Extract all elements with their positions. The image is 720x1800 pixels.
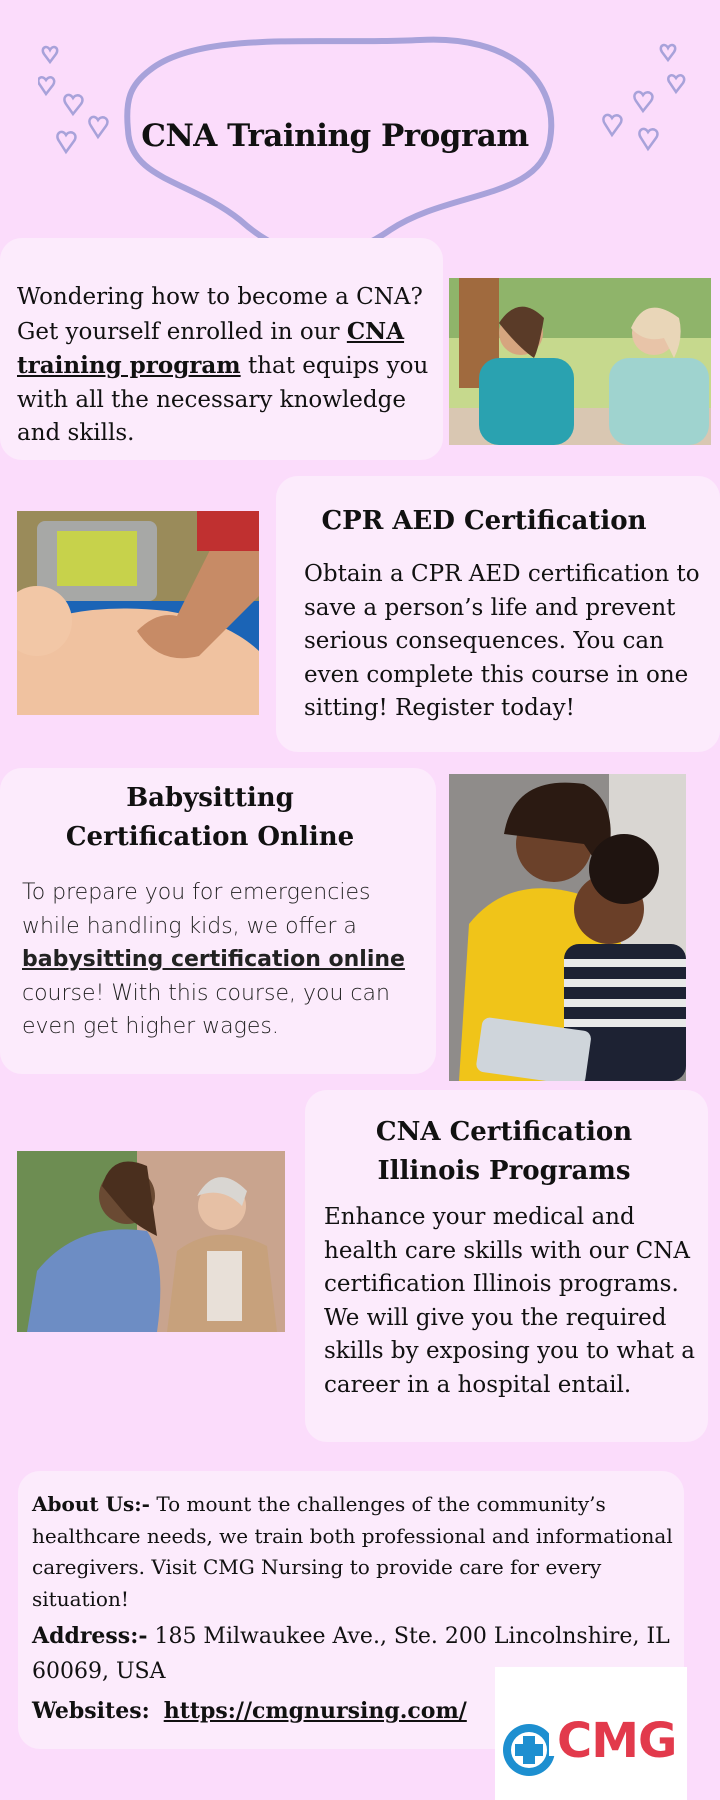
intro-text-before: Wondering how to become a CNA? Get yourself enrolled in our [17,284,423,345]
cpr-heading: CPR AED Certification [321,506,647,536]
about-us-label: About Us:- [32,1492,150,1516]
address-text: 185 Milwaukee Ave., Ste. 200 Lincolnshire, IL 60069, USA [32,1624,670,1684]
babysitting-text-after: course! With this course, you can even get higher wages. [22,980,390,1039]
babysitting-text [22,876,432,1044]
illinois-heading-line2: Illinois Programs [377,1156,631,1186]
websites-paragraph [32,1694,472,1729]
mother-daughter-tablet-photo [449,774,686,1081]
babysitting-heading [0,779,420,857]
cpr-text: Obtain a CPR AED certification to save a person’s life and prevent serious consequences. You can even complete this course in one sitting! Register today! [304,561,700,721]
babysitting-certification-link[interactable]: babysitting certification online [22,947,405,972]
address-label: Address:- [32,1623,148,1649]
cmg-logo [495,1667,687,1800]
website-link[interactable]: https://cmgnursing.com/ [163,1698,467,1724]
medical-cross-icon [501,1722,557,1778]
hearts-right-decoration [598,40,688,170]
babysitting-text-before: To prepare you for emergencies while handling kids, we offer a [22,880,371,939]
websites-label: Websites: [32,1698,150,1724]
illinois-heading-line1: CNA Certification [375,1117,633,1147]
intro-text [17,281,437,451]
page-title: CNA Training Program [141,118,529,154]
about-us-text: To mount the challenges of the community’s healthcare needs, we train both professional and informational caregivers. Visit CMG Nursing to provide care for every situation! [32,1492,673,1611]
intro-text-after: that equips you with all the necessary knowledge and skills. [17,353,429,446]
logo-text: CMG [557,1713,677,1769]
nurse-with-patient-photo [449,278,711,445]
babysitting-heading-line2: Certification Online [65,822,355,852]
about-us-paragraph [32,1489,680,1615]
babysitting-heading-line1: Babysitting [126,783,294,813]
cpr-training-photo [17,511,259,715]
cna-training-program-link[interactable]: CNA training program [17,317,405,379]
illinois-text: Enhance your medical and health care skills with our CNA certification Illinois programs. We will give you the required skills by exposing you to what a career in a hospital entail. [324,1204,695,1398]
nurse-elderly-woman-photo [17,1151,285,1332]
illinois-heading [305,1113,703,1191]
